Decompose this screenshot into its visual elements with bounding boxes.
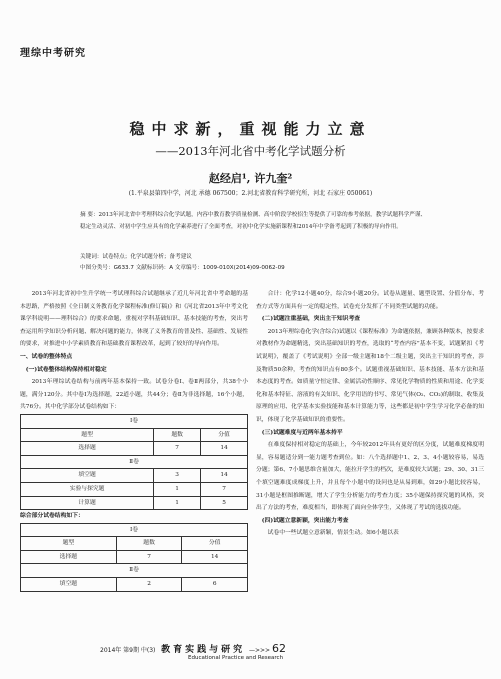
table-cell: 3 [154, 469, 201, 483]
subsection-heading: (二)试题注重基础，突出主干知识考查 [261, 316, 361, 323]
journal-name: 教育实践与研究 [161, 645, 246, 655]
subsection-heading: (四)试题立意新颖，突出能力考查 [261, 517, 349, 524]
table-cell: 选择题 [21, 550, 117, 564]
chemistry-structure-table [20, 414, 248, 510]
article-title: 稳中求新，重视能力立意 [129, 120, 372, 138]
subsection-heading: (三)试题难度与近两年基本持平 [261, 429, 343, 436]
table-cell: 1 [154, 496, 201, 510]
right-column [256, 288, 484, 540]
table-cell: 6 [182, 578, 248, 592]
table-cell: 7 [116, 550, 182, 564]
paragraph: 2013年理综试卷结构与前两年基本保持一致。试卷分卷Ⅰ、卷Ⅱ两部分，共38个小题，满分120分。其中卷Ⅰ为选择题，22道小题，共44分；卷Ⅱ为非选择题，16个小题，共76分。其中化学部分试卷结构如下： [20, 379, 248, 411]
table-cell: 5 [201, 496, 248, 510]
page-arrow: —>>> [248, 647, 271, 654]
classification-line: 中图分类号：G633.7 文献标识码：A 文章编号：1009-010X(2014)09-0062-09 [80, 265, 285, 271]
section-heading: 一、试卷的整体特点 [20, 353, 73, 360]
abstract: 摘 要：2013年河北省中考理科综合化学试题，内容中教育教学质量检测、高中阶段学校招生等提供了可靠的参考依据，教学试题科学严谨、稳定生动灵活、对初中学生应具有的化学素养进行了全面考查，对初中化学实施新课程和2014年中学备考起到了积极的导向作用。 [80, 212, 427, 230]
table-cell: 7 [201, 482, 248, 496]
left-column [20, 288, 248, 592]
table-section: Ⅱ卷 [21, 455, 248, 469]
table-cell: 填空题 [21, 578, 117, 592]
paragraph: 在难度保持相对稳定的基础上，今年较2012年具有更好的区分度，试题难度梯度明显，容易题适分到一能力题考查到位。如：八个选择题中1、2、3、4小题较容易，易选分题；第6、7小题思维含量加大，能拉开学生的档次，是难度较大试题；29、30、31三个填空题难度成梯度上升，并且每个小题中的设问也是从易到难，如29小题比较容易，31小题是框图推断题，增大了学生分析能力的考查力度；35小题保持探究题的风格，突出了方法的考查，难度相当，即体现了面向全体学生，又体现了考试的选拔功能。 [256, 442, 484, 512]
table-cell: 题型 [21, 428, 154, 442]
table-cell: 14 [182, 550, 248, 564]
page-footer [100, 642, 286, 661]
paragraph: 2013年河北省初中生升学统一考试理科综合试题继承了近几年河北省中考命题的基本思路，严格按照《全日制义务教育化学课程标准(修订稿)》和《河北省2013年中考文化课学科说明——理科综合》的要求命题，重视对学科基础知识、基本技能的考查，突出考查运用所学知识分析问题、解决问题的能力，体现了义务教育的普及性、基础性、发展性的要求，对推进中小学素质教育和基础教育课程改革，起到了较好的导向作用。 [20, 291, 248, 348]
table-cell: 分值 [182, 537, 248, 551]
integrated-structure-table [20, 523, 248, 592]
table-cell: 2 [116, 578, 182, 592]
subsection-heading: (一)试卷整体结构保持相对稳定 [25, 366, 107, 373]
table-section: Ⅱ卷 [21, 564, 248, 578]
article-subtitle: ——2013年河北省中考化学试题分析 [155, 144, 346, 158]
affiliation: (1.平泉县第四中学，河北 承德 067500；2.河北省教育科学研究所，河北 石家庄 050061) [128, 190, 373, 197]
table-cell: 计算题 [21, 496, 154, 510]
table-cell: 7 [154, 442, 201, 456]
authors: 赵经启¹, 许九奎² [208, 172, 293, 185]
table-section: Ⅰ卷 [21, 523, 248, 537]
table-cell: 题数 [116, 537, 182, 551]
table-cell: 填空题 [21, 469, 154, 483]
table-cell: 14 [201, 469, 248, 483]
table-cell: 选择题 [21, 442, 154, 456]
table-section: Ⅰ卷 [21, 414, 248, 428]
table-cell: 题数 [154, 428, 201, 442]
table-caption: 综合部分试卷结构如下： [20, 513, 84, 520]
table-cell: 实验与探究题 [21, 482, 154, 496]
table-cell: 14 [201, 442, 248, 456]
paragraph: 试卷中一些试题立意新颖，情景生动。如6小题以表 [267, 530, 399, 537]
paragraph: 合计：化学12小题40分，综合9小题20分。试卷从题量、题型设置、分值分布、考查方式等方面具有一定的稳定性，试卷充分发挥了不同类型试题的功能。 [256, 291, 484, 310]
table-cell: 题型 [21, 537, 117, 551]
journal-header: 理综中考研究 [20, 48, 86, 59]
issue-label: 2014年 第9期 中(3) [100, 647, 156, 654]
table-cell: 分值 [201, 428, 248, 442]
keywords: 关键词：试卷特点；化学试题分析；备考建议 [80, 254, 192, 260]
paragraph: 2013年理综卷化学(含综合)试题以《课程标准》为命题依据，兼顾各种版本，按要求对教材作为命题精选，突出基础知识的考查，选取的“考查内容”基本不变，试题紧扣《考试说明》，覆盖了《考试说明》全部一级主题和18个二级主题，突出主干知识的考查，涉及物质50余种，考查的知识点有80多个。试题重视基础知识、基本技能、基本方法和基本态度的考查。如质量守恒定律、金属活动性顺序、常见化学物质的性质和用途、化学变化和基本特征、溶液的有关知识、化学用语的书写、常见气体(O₂、CO₂)的制取、收集及原理的应用、化学基本实验技能和基本计算能力等，这些都是初中学生学习化学必备的知识，体现了化学基础知识的重要性。 [256, 328, 484, 423]
page-number: 62 [272, 642, 286, 655]
table-cell: 1 [154, 482, 201, 496]
journal-name-en: Educational Practice and Research [188, 655, 284, 661]
